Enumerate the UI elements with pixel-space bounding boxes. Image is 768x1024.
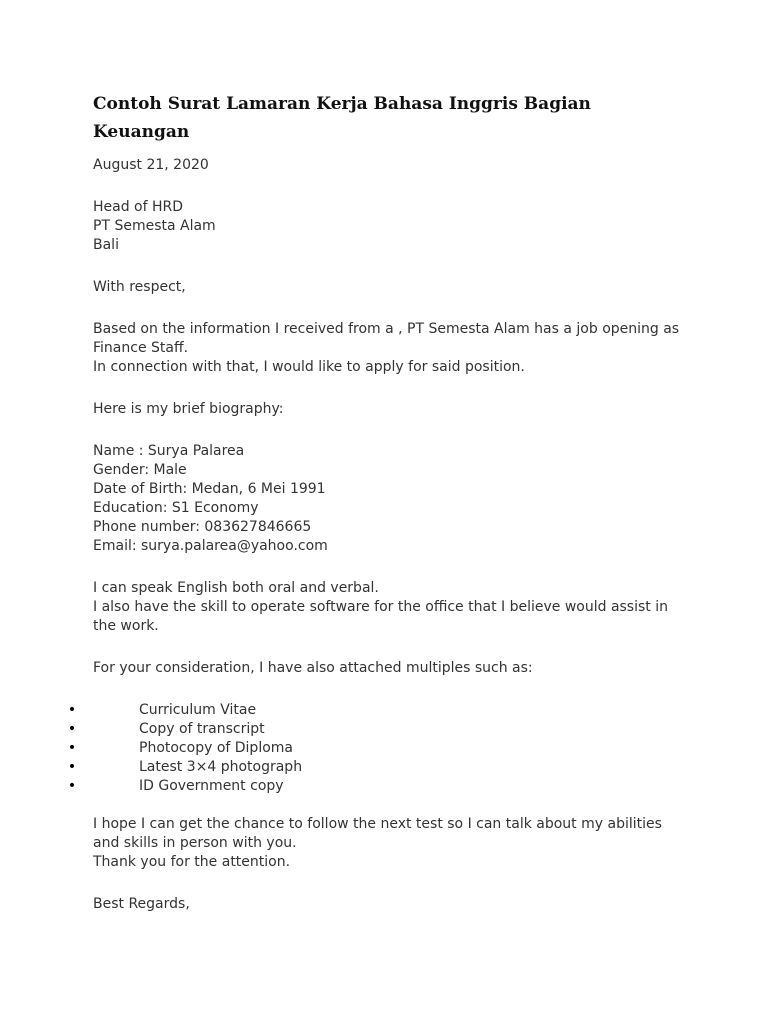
signoff-block (93, 895, 683, 914)
attachments-list (67, 701, 683, 796)
skills-line: I also have the skill to operate software for the office that I believe would assist in the work. (93, 599, 668, 634)
closing-line: I hope I can get the chance to follow the next test so I can talk about my abilities and skills in person with you. (93, 816, 662, 851)
letter-page (67, 90, 683, 937)
attachment-label: Curriculum Vitae (139, 702, 257, 718)
attachment-label: Photocopy of Diploma (139, 740, 293, 756)
list-item (67, 777, 683, 796)
closing-paragraph (93, 815, 683, 872)
bullet-icon: • (67, 740, 77, 756)
date-text: August 21, 2020 (93, 157, 209, 173)
skills-paragraph (93, 579, 683, 636)
recipient-line: Head of HRD (93, 199, 184, 215)
list-item (67, 758, 683, 777)
attachments-intro-block (93, 659, 683, 678)
bullet-icon: • (67, 778, 77, 794)
bio-intro-text: Here is my brief biography: (93, 401, 284, 417)
list-item (67, 739, 683, 758)
attachment-label: Copy of transcript (139, 721, 265, 737)
attachments-intro-text: For your consideration, I have also attached multiples such as: (93, 660, 533, 676)
bullet-icon: • (67, 759, 77, 775)
list-item (67, 720, 683, 739)
signoff-text: Best Regards, (93, 896, 190, 912)
intro-line: Based on the information I received from a , PT Semesta Alam has a job opening as Finance Staff. (93, 321, 680, 356)
closing-line: Thank you for the attention. (93, 854, 291, 870)
recipient-block (93, 198, 683, 255)
attachment-label: Latest 3×4 photograph (139, 759, 303, 775)
list-item (67, 701, 683, 720)
bio-intro-block (93, 400, 683, 419)
bio-block (93, 442, 683, 556)
attachment-label: ID Government copy (139, 778, 284, 794)
letter-title: Contoh Surat Lamaran Kerja Bahasa Inggris Bagian Keuangan (93, 94, 591, 142)
letter-date (93, 156, 683, 175)
bio-line-email: Email: surya.palarea@yahoo.com (93, 538, 328, 554)
bullet-icon: • (67, 702, 77, 718)
bio-line-gender: Gender: Male (93, 462, 187, 478)
bullet-icon: • (67, 721, 77, 737)
bio-line-name: Name : Surya Palarea (93, 443, 245, 459)
skills-line: I can speak English both oral and verbal. (93, 580, 379, 596)
recipient-line: Bali (93, 237, 119, 253)
bio-line-education: Education: S1 Economy (93, 500, 259, 516)
bio-line-birth: Date of Birth: Medan, 6 Mei 1991 (93, 481, 326, 497)
intro-line: In connection with that, I would like to apply for said position. (93, 359, 525, 375)
intro-paragraph (93, 320, 683, 377)
bio-line-phone: Phone number: 083627846665 (93, 519, 312, 535)
greeting-block (93, 278, 683, 297)
greeting-text: With respect, (93, 279, 186, 295)
recipient-line: PT Semesta Alam (93, 218, 216, 234)
